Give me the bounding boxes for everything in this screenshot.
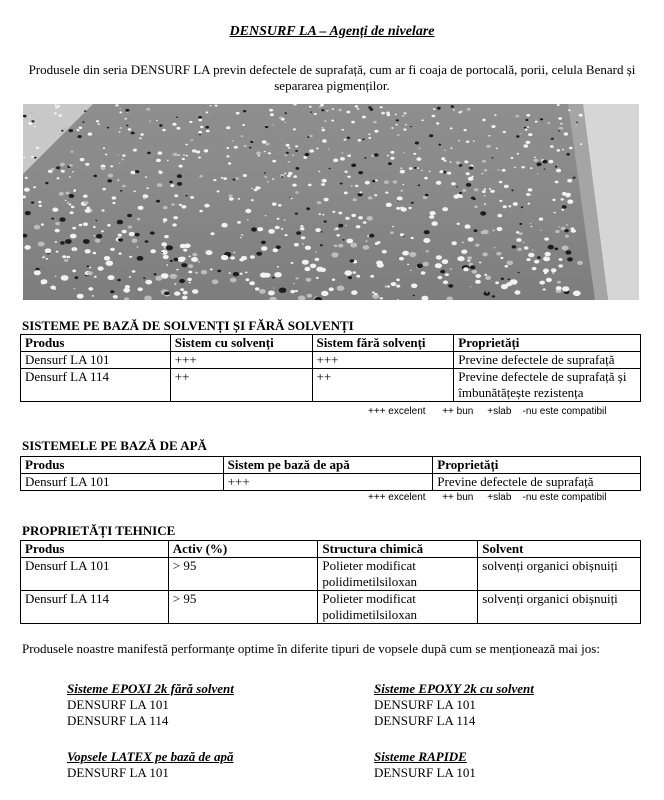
section-title-solvent: SISTEME PE BAZĂ DE SOLVENȚI ȘI FĂRĂ SOLVENȚI — [22, 318, 354, 333]
table-cell: > 95 — [168, 558, 318, 591]
table-header-row — [21, 457, 641, 474]
col-header: Proprietăți — [433, 457, 641, 474]
table-header-row — [21, 335, 641, 352]
system-item: DENSURF LA 114 — [374, 713, 476, 728]
col-header: Produs — [21, 541, 169, 558]
col-header: Sistem cu solvenți — [170, 335, 312, 352]
technical-properties-table — [20, 540, 641, 624]
table-cell: > 95 — [168, 591, 318, 624]
system-block-epoxi-fara — [67, 681, 234, 729]
col-header: Proprietăți — [454, 335, 641, 352]
table-cell: Polieter modificat polidimetilsiloxan — [318, 591, 478, 624]
rating-legend: +++ excelent ++ bun +slab -nu este compatibil — [368, 492, 607, 503]
col-header: Produs — [21, 335, 171, 352]
table-cell: Densurf LA 101 — [21, 352, 171, 369]
table-cell: ++ — [312, 369, 454, 402]
table-cell: Previne defectele de suprafață și îmbunătățește rezistența — [454, 369, 641, 402]
table-cell: Polieter modificat polidimetilsiloxan — [318, 558, 478, 591]
speckled-floor-image — [23, 104, 639, 300]
page-title: DENSURF LA – Agenți de nivelare — [229, 24, 435, 39]
table-cell: Previne defectele de suprafață — [433, 474, 641, 491]
table-row — [21, 369, 641, 402]
table-row — [21, 474, 641, 491]
col-header: Produs — [21, 457, 224, 474]
system-block-epoxy-cu — [374, 681, 534, 729]
section-title-water: SISTEMELE PE BAZĂ DE APĂ — [22, 438, 207, 453]
outro-text: Produsele noastre manifestă performanțe optime în diferite tipuri de vopsele după cum se menționează mai jos: — [22, 641, 600, 656]
table-cell: +++ — [223, 474, 433, 491]
system-title: Sisteme EPOXY 2k cu solvent — [374, 681, 534, 696]
col-header: Sistem fără solvenți — [312, 335, 454, 352]
table-cell: Densurf LA 114 — [21, 591, 169, 624]
table-row — [21, 558, 641, 591]
table-cell: +++ — [312, 352, 454, 369]
system-block-rapide — [374, 749, 476, 781]
system-item: DENSURF LA 114 — [67, 713, 169, 728]
speckle-pattern — [23, 104, 639, 300]
col-header: Structura chimică — [318, 541, 478, 558]
table-cell: ++ — [170, 369, 312, 402]
table-cell: Densurf LA 101 — [21, 558, 169, 591]
table-cell: solvenți organici obișnuiți — [478, 558, 641, 591]
system-item: DENSURF LA 101 — [67, 697, 169, 712]
table-cell: Previne defectele de suprafață — [454, 352, 641, 369]
table-cell: Densurf LA 114 — [21, 369, 171, 402]
section-title-technical: PROPRIETĂȚI TEHNICE — [22, 523, 176, 538]
solvent-systems-table — [20, 334, 641, 402]
system-title: Sisteme EPOXI 2k fără solvent — [67, 681, 234, 696]
table-cell: solvenți organici obișnuiți — [478, 591, 641, 624]
system-item: DENSURF LA 101 — [374, 765, 476, 780]
table-header-row — [21, 541, 641, 558]
table-row — [21, 591, 641, 624]
intro-text: Produsele din seria DENSURF LA previn defectele de suprafață, cum ar fi coaja de portocală, porii, celula Benard și separarea pigmenților. — [28, 62, 636, 93]
table-cell: +++ — [170, 352, 312, 369]
system-title: Vopsele LATEX pe bază de apă — [67, 749, 234, 764]
system-block-latex — [67, 749, 233, 781]
water-systems-table — [20, 456, 641, 491]
table-row — [21, 352, 641, 369]
col-header: Sistem pe bază de apă — [223, 457, 433, 474]
table-cell: Densurf LA 101 — [21, 474, 224, 491]
system-item: DENSURF LA 101 — [67, 765, 169, 780]
system-item: DENSURF LA 101 — [374, 697, 476, 712]
system-title: Sisteme RAPIDE — [374, 749, 467, 764]
col-header: Activ (%) — [168, 541, 318, 558]
rating-legend: +++ excelent ++ bun +slab -nu este compatibil — [368, 406, 607, 417]
col-header: Solvent — [478, 541, 641, 558]
